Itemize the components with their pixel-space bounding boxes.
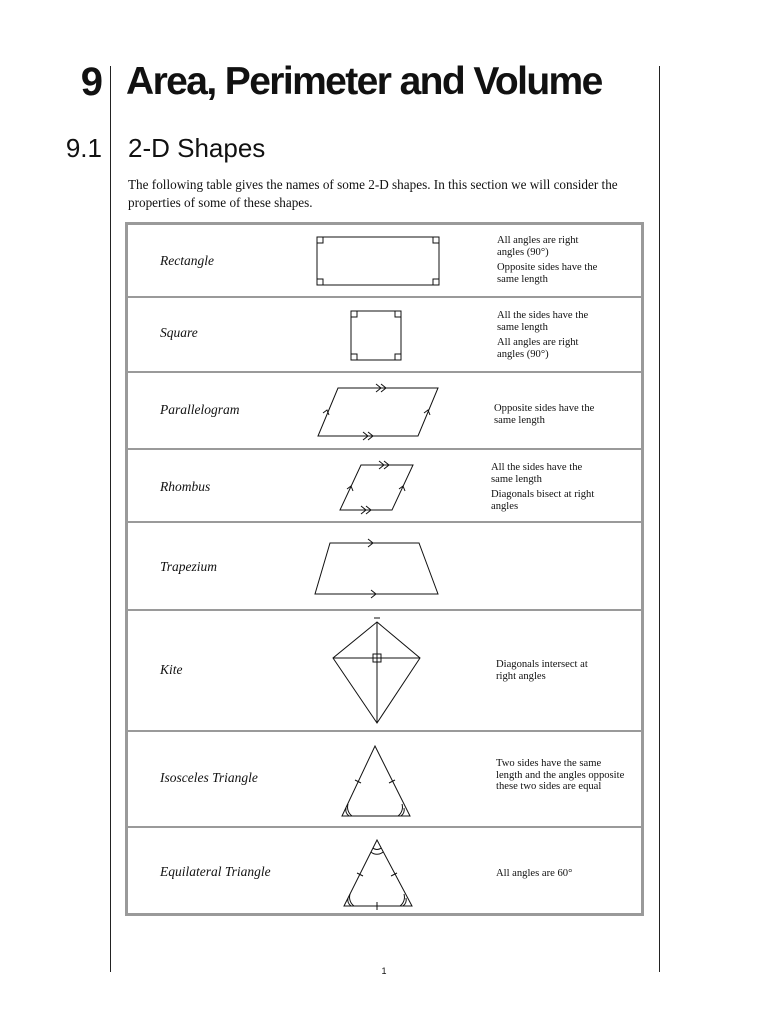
shape-properties [497,235,602,289]
property-text: All angles are right angles (90°) [497,235,579,258]
shape-name: Equilateral Triangle [160,864,271,879]
table-row-isosceles-triangle [128,732,641,828]
page-number: 1 [381,966,387,976]
shapes-table [125,222,644,916]
shape-name: Rectangle [160,253,214,268]
shape-name: Isosceles Triangle [160,770,258,785]
kite-diagram [328,617,424,731]
right-margin-rule [659,66,660,972]
chapter-number: 9 [80,60,102,104]
property-text: Diagonals intersect at right angles [496,659,588,682]
property-text: All angles are 60° [496,868,573,879]
property-text: All the sides have the same length [497,310,589,333]
property-text: Diagonals bisect at right angles [491,489,595,512]
property-text: All angles are right angles (90°) [497,337,579,360]
shape-properties [497,310,602,364]
shape-properties [494,403,599,430]
shape-name: Square [160,325,198,340]
property-text: Two sides have the same length and the angles opposite these two sides are equal [496,758,625,792]
shape-properties [496,758,626,797]
rectangle-diagram [314,233,444,289]
property-text: Opposite sides have the same length [497,262,598,285]
shape-properties [491,462,596,516]
equilateral-triangle-diagram [340,836,418,912]
table-row-square [128,298,641,373]
shape-name: Trapezium [160,559,218,574]
trapezium-diagram [312,537,442,599]
table-row-parallelogram [128,373,641,450]
shape-properties [496,659,601,686]
chapter-title: Area, Perimeter and Volume [126,60,602,103]
table-row-equilateral-triangle [128,828,641,913]
shape-properties [496,868,601,884]
shape-name: Parallelogram [160,402,240,417]
table-row-rectangle [128,225,641,298]
table-row-rhombus [128,450,641,523]
property-text: All the sides have the same length [491,462,583,485]
intro-paragraph: The following table gives the names of some 2-D shapes. In this section we will consider the properties of some of these shapes. [128,177,618,210]
table-row-kite [128,611,641,732]
isosceles-triangle-diagram [338,742,414,820]
parallelogram-diagram [313,383,443,439]
shape-name: Rhombus [160,479,211,494]
section-title: 2-D Shapes [128,133,266,163]
shape-name: Kite [160,662,183,677]
table-row-trapezium [128,523,641,611]
section-number: 9.1 [65,133,102,163]
left-margin-rule [110,66,111,972]
square-diagram [348,308,406,364]
rhombus-diagram [336,460,416,514]
property-text: Opposite sides have the same length [494,403,595,426]
